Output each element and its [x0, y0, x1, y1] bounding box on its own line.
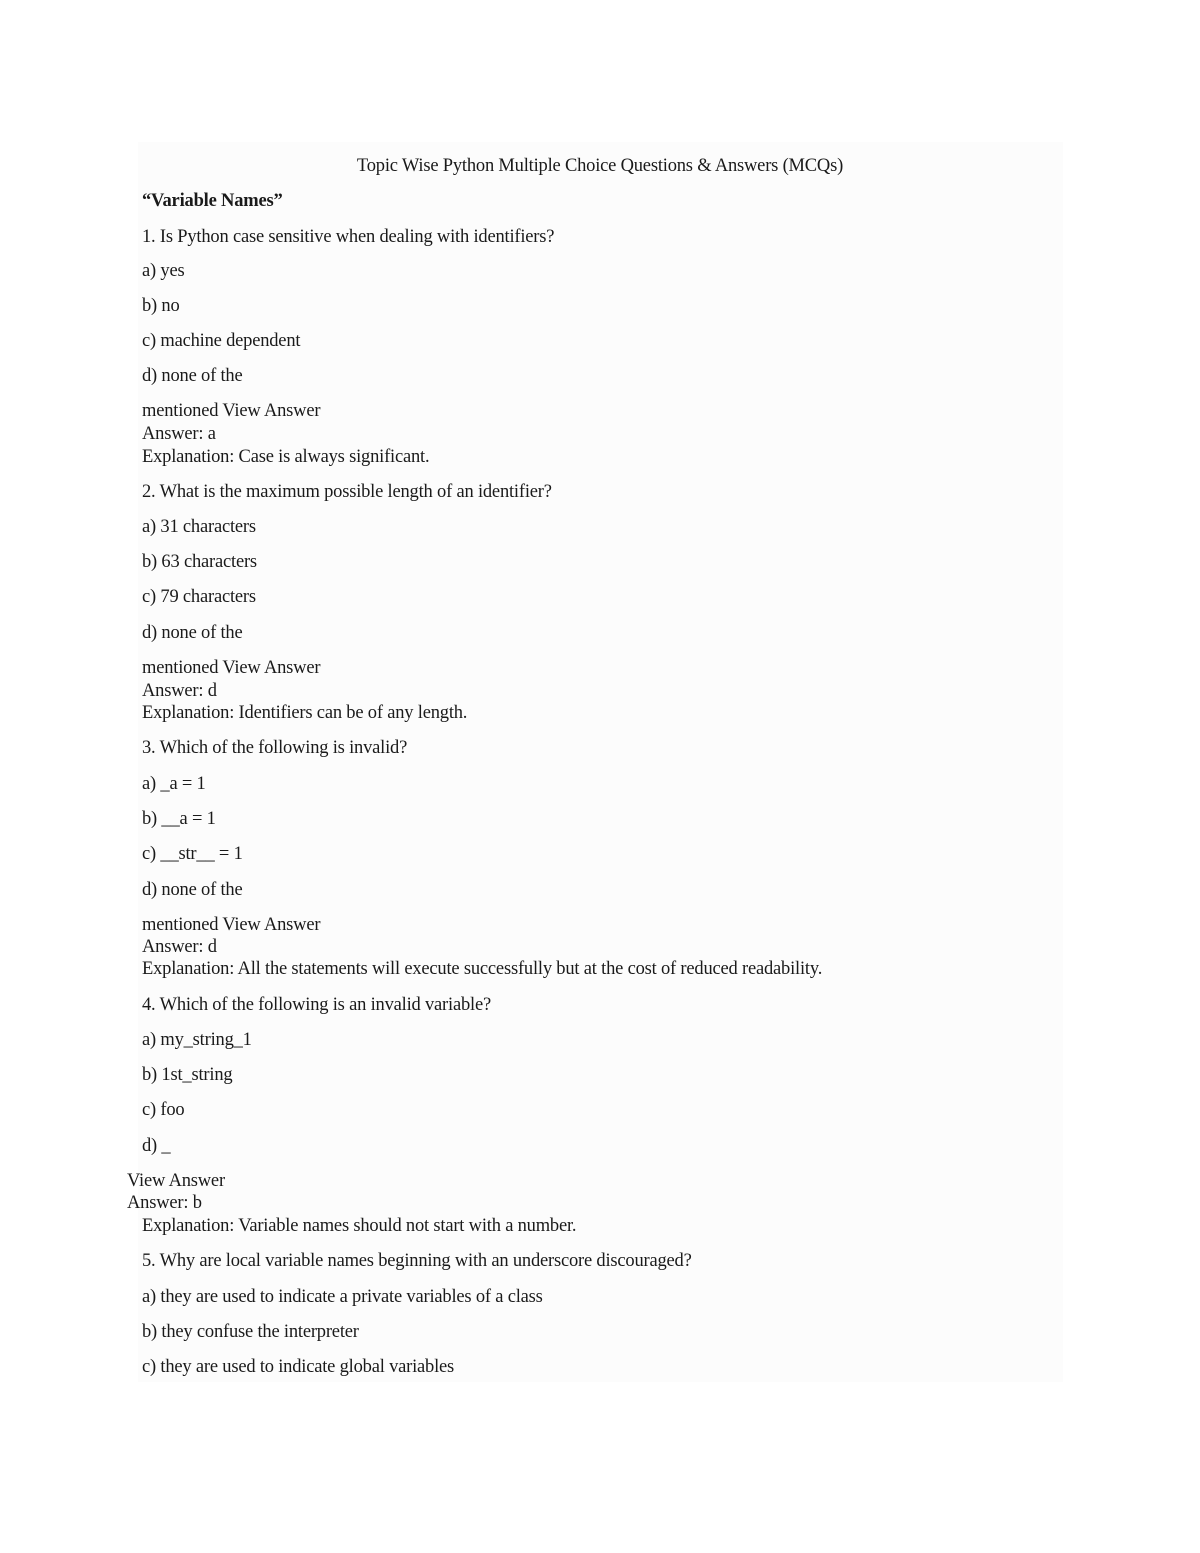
- q2-option-b: b) 63 characters: [142, 552, 257, 572]
- q2-option-a: a) 31 characters: [142, 517, 256, 537]
- question-1: 1. Is Python case sensitive when dealing with identifiers?: [142, 227, 555, 247]
- q4-explanation: Explanation: Variable names should not start with a number.: [142, 1216, 577, 1236]
- q3-option-a: a) _a = 1: [142, 774, 206, 794]
- q1-option-c: c) machine dependent: [142, 331, 301, 351]
- q1-explanation: Explanation: Case is always significant.: [142, 447, 430, 467]
- document-page: [138, 142, 1063, 1382]
- q3-option-d: d) none of the: [142, 880, 243, 900]
- q5-option-b: b) they confuse the interpreter: [142, 1322, 359, 1342]
- q3-option-c: c) __str__ = 1: [142, 844, 243, 864]
- q3-answer: Answer: d: [142, 937, 217, 957]
- q1-view-answer[interactable]: mentioned View Answer: [142, 401, 321, 421]
- q1-answer: Answer: a: [142, 424, 216, 444]
- question-5: 5. Why are local variable names beginning with an underscore discouraged?: [142, 1251, 692, 1271]
- q2-explanation: Explanation: Identifiers can be of any length.: [142, 703, 468, 723]
- q1-option-d: d) none of the: [142, 366, 243, 386]
- q1-option-a: a) yes: [142, 261, 185, 281]
- q2-option-d: d) none of the: [142, 623, 243, 643]
- q2-view-answer[interactable]: mentioned View Answer: [142, 658, 321, 678]
- q5-option-c: c) they are used to indicate global variables: [142, 1357, 455, 1377]
- q1-option-b: b) no: [142, 296, 180, 316]
- question-4: 4. Which of the following is an invalid variable?: [142, 995, 491, 1015]
- q4-answer: Answer: b: [127, 1193, 202, 1213]
- document-title: Topic Wise Python Multiple Choice Questions & Answers (MCQs): [356, 156, 844, 176]
- q2-option-c: c) 79 characters: [142, 587, 256, 607]
- question-2: 2. What is the maximum possible length of an identifier?: [142, 482, 552, 502]
- q2-answer: Answer: d: [142, 681, 217, 701]
- q5-option-a: a) they are used to indicate a private variables of a class: [142, 1287, 543, 1307]
- q4-option-c: c) foo: [142, 1100, 185, 1120]
- q3-explanation: Explanation: All the statements will execute successfully but at the cost of reduced readability.: [142, 959, 823, 979]
- q4-option-a: a) my_string_1: [142, 1030, 252, 1050]
- section-heading: “Variable Names”: [142, 191, 283, 211]
- q4-view-answer[interactable]: View Answer: [127, 1171, 225, 1191]
- q3-view-answer[interactable]: mentioned View Answer: [142, 915, 321, 935]
- q3-option-b: b) __a = 1: [142, 809, 216, 829]
- q4-option-b: b) 1st_string: [142, 1065, 233, 1085]
- q4-option-d: d) _: [142, 1136, 171, 1156]
- question-3: 3. Which of the following is invalid?: [142, 738, 408, 758]
